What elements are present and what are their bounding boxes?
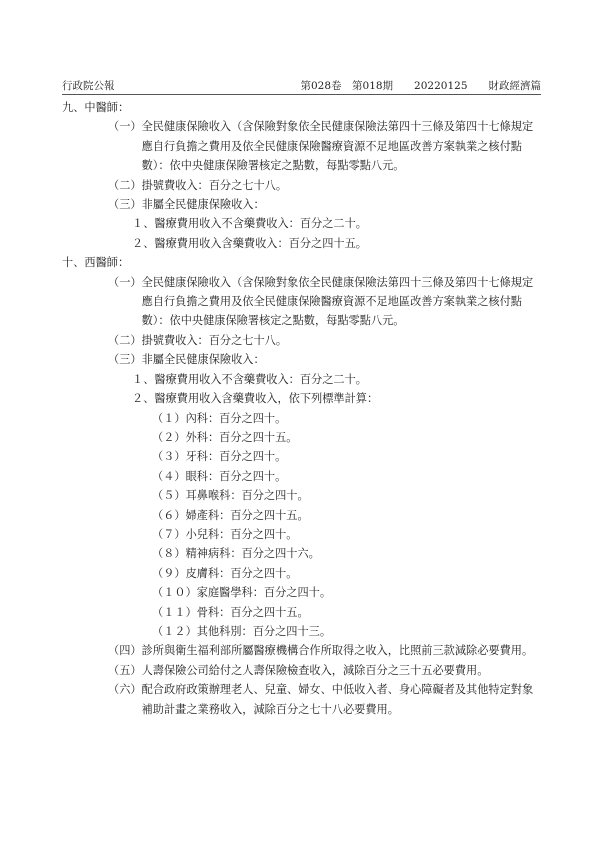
specialty-text: 家庭醫學科：百分之四十。 — [196, 586, 332, 600]
specialty-item — [62, 622, 541, 641]
item-text: 配合政府政策辦理老人、兒童、婦女、中低收入者、身心障礙者及其他特定對象補助計畫之業務收入，減除百分之七十八必要費用。 — [141, 683, 534, 716]
section-title: 九、中醫師： — [62, 101, 130, 114]
item-label: （三） — [108, 353, 142, 367]
specialty-item — [62, 486, 541, 505]
specialty-item — [62, 467, 541, 486]
item-label: （四） — [108, 644, 142, 658]
specialty-item — [62, 544, 541, 563]
specialty-item — [62, 428, 541, 447]
specialty-text: 骨科：百分之四十五。 — [196, 605, 309, 619]
specialty-text: 小兒科：百分之四十。 — [185, 527, 298, 541]
specialty-label: （８） — [152, 547, 186, 561]
item-label: （一） — [108, 120, 142, 134]
specialty-label: （１） — [152, 411, 186, 425]
sub-item-label: ２、 — [132, 392, 155, 406]
item-label: （六） — [108, 683, 142, 697]
item-label: （三） — [108, 198, 142, 212]
specialty-item — [62, 564, 541, 583]
sub-item-text: 醫療費用收入不含藥費收入：百分之二十。 — [154, 217, 367, 231]
specialty-label: （３） — [152, 450, 186, 464]
specialty-item — [62, 583, 541, 602]
item-text: 全民健康保險收入（含保險對象依全民健康保險法第四十三條及第四十七條規定應自行負擔之費用及依全民健康保險醫療資源不足地區改善方案執業之核付點數）：依中央健康保險署核定之點數，每點零點八元。 — [141, 120, 534, 173]
sub-item — [62, 214, 541, 233]
section-title: 十、西醫師： — [62, 256, 130, 270]
sub-item — [62, 389, 541, 408]
item-text: 人壽保險公司給付之人壽保險檢查收入，減除百分之三十五必要費用。 — [141, 663, 489, 677]
item-text: 掛號費收入：百分之七十八。 — [141, 178, 288, 192]
specialty-text: 外科：百分之四十五。 — [185, 430, 298, 444]
section-item — [62, 680, 541, 719]
sub-item-label: １、 — [132, 372, 155, 386]
section-item — [62, 195, 541, 214]
item-text: 非屬全民健康保險收入： — [141, 353, 265, 367]
section-item — [62, 273, 541, 331]
sub-item — [62, 234, 541, 253]
specialty-label: （１２） — [152, 624, 197, 638]
specialty-text: 耳鼻喉科：百分之四十。 — [185, 489, 309, 503]
specialty-label: （２） — [152, 430, 186, 444]
section-item — [62, 117, 541, 175]
section-item — [62, 350, 541, 369]
item-label: （一） — [108, 275, 142, 289]
item-text: 非屬全民健康保險收入： — [141, 198, 265, 212]
item-text: 全民健康保險收入（含保險對象依全民健康保險法第四十三條及第四十七條規定應自行負擔之費用及依全民健康保險醫療資源不足地區改善方案執業之核付點數）：依中央健康保險署核定之點數，每點零點八元。 — [141, 275, 534, 328]
section-item — [62, 641, 541, 660]
specialty-label: （６） — [152, 508, 186, 522]
sub-item-label: ２、 — [132, 236, 155, 250]
sub-item — [62, 370, 541, 389]
specialty-text: 皮膚科：百分之四十。 — [185, 566, 298, 580]
item-label: （五） — [108, 663, 142, 677]
specialty-text: 內科：百分之四十。 — [185, 411, 287, 425]
specialty-item — [62, 506, 541, 525]
specialty-text: 婦產科：百分之四十五。 — [185, 508, 309, 522]
sub-item-text: 醫療費用收入含藥費收入：百分之四十五。 — [154, 236, 367, 250]
sub-item-text: 醫療費用收入含藥費收入，依下列標準計算： — [154, 392, 379, 406]
specialty-text: 精神病科：百分之四十六。 — [185, 547, 320, 561]
page-header — [62, 78, 541, 95]
specialty-text: 其他科別：百分之四十三。 — [196, 624, 332, 638]
item-label: （二） — [108, 333, 142, 347]
sub-item-label: １、 — [132, 217, 155, 231]
issue-info: 第028卷 第018期 20220125 財政經濟篇 — [300, 80, 541, 92]
sub-item-text: 醫療費用收入不含藥費收入：百分之二十。 — [154, 372, 367, 386]
section-item — [62, 331, 541, 350]
specialty-label: （５） — [152, 489, 186, 503]
specialty-text: 眼科：百分之四十。 — [185, 469, 287, 483]
specialty-label: （９） — [152, 566, 186, 580]
specialty-item — [62, 447, 541, 466]
item-text: 掛號費收入：百分之七十八。 — [141, 333, 288, 347]
specialty-label: （１０） — [152, 586, 197, 600]
gazette-title: 行政院公報 — [62, 80, 115, 92]
document-body — [62, 98, 541, 719]
specialty-label: （７） — [152, 527, 186, 541]
item-label: （二） — [108, 178, 142, 192]
section-item — [62, 661, 541, 680]
specialty-item — [62, 525, 541, 544]
specialty-item — [62, 603, 541, 622]
section-item — [62, 176, 541, 195]
item-text: 診所與衛生福利部所屬醫療機構合作所取得之收入，比照前三款減除必要費用。 — [141, 644, 534, 658]
specialty-label: （４） — [152, 469, 186, 483]
specialty-label: （１１） — [152, 605, 197, 619]
specialty-item — [62, 409, 541, 428]
specialty-text: 牙科：百分之四十。 — [185, 450, 287, 464]
